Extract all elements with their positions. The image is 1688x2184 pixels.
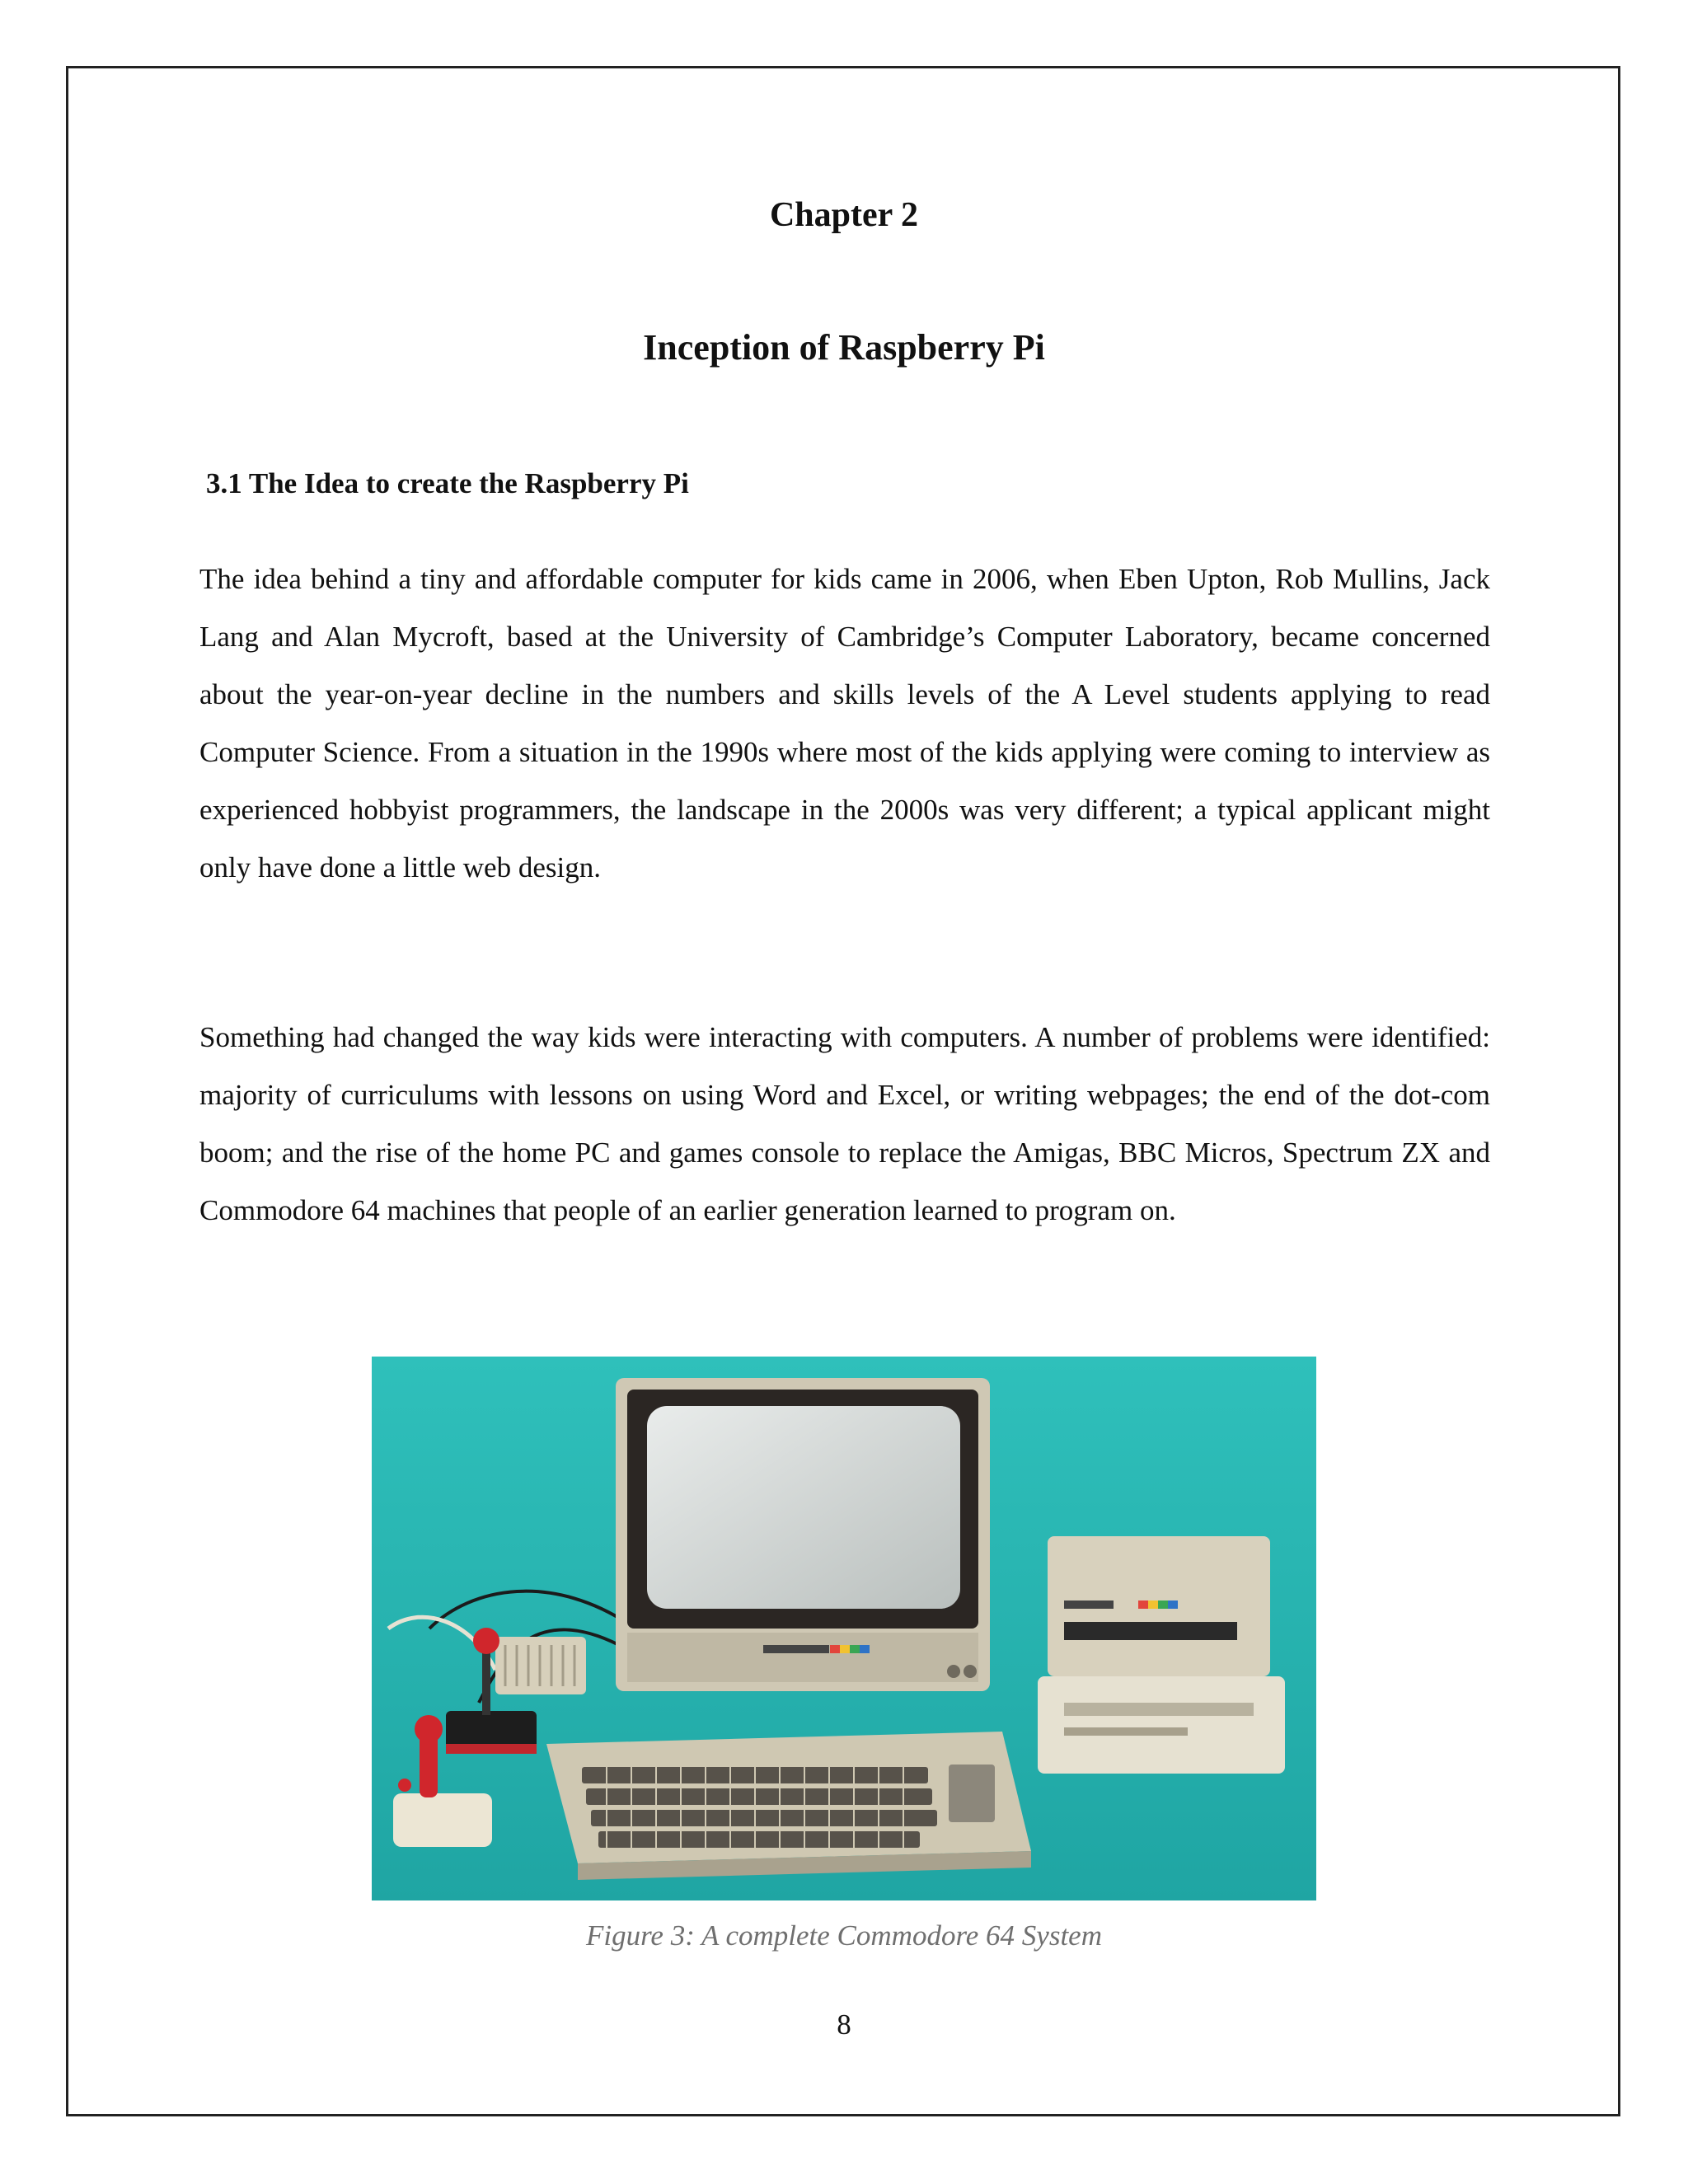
body-paragraph: Something had changed the way kids were interacting with computers. A number of problems were identified: majority of curriculums with lessons on using Word and Excel, or writing webpages; the end of the dot-com boom; and the rise of the home PC and games console to replace the Amigas, BBC Micros, Spectrum ZX and Commodore 64 machines that people of an earlier generation learned to program on. — [199, 1021, 1490, 1226]
page-number: 8 — [837, 2008, 851, 2041]
chapter-title: Inception of Raspberry Pi — [643, 327, 1045, 368]
section-heading: 3.1 The Idea to create the Raspberry Pi — [206, 467, 689, 499]
commodore-64-photo — [372, 1357, 1316, 1900]
figure-caption: Figure 3: A complete Commodore 64 System — [585, 1919, 1102, 1952]
body-paragraph: The idea behind a tiny and affordable computer for kids came in 2006, when Eben Upton, Rob Mullins, Jack Lang and Alan Mycroft, based at the University of Cambridge’s Computer Laboratory, became concerned about the year-on-year decline in the numbers and skills levels of the A Level students applying to read Computer Science. From a situation in the 1990s where most of the kids applying were coming to interview as experienced hobbyist programmers, the landscape in the 2000s was very different; a typical applicant might only have done a little web design. — [199, 563, 1490, 883]
chapter-label: Chapter 2 — [769, 196, 919, 234]
